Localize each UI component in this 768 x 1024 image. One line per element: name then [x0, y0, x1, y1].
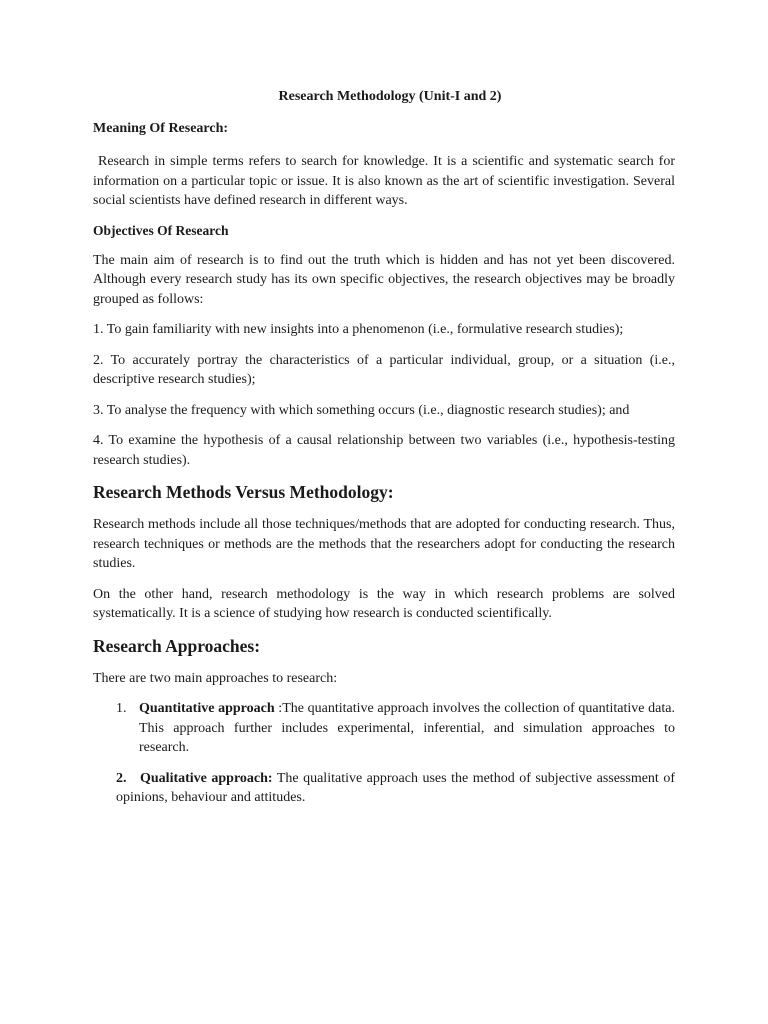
approach-2-text: The qualitative approach uses the method of subjective assessment of opinions, behaviour and attitudes.: [116, 770, 679, 805]
objective-item-3: 3. To analyse the frequency with which something occurs (i.e., diagnostic research studies); and: [93, 402, 630, 418]
meaning-heading: Meaning Of Research:: [93, 121, 229, 136]
document-page: [93, 88, 679, 819]
objective-item-2: 2. To accurately portray the characteristics of a particular individual, group, or a situation (i.e., descriptive research studies);: [93, 352, 675, 387]
approach-item-1: [93, 699, 679, 758]
methods-paragraph-2: On the other hand, research methodology is the way in which research problems are solved systematically. It is a science of studying how research is conducted scientifically.: [93, 586, 675, 621]
objectives-intro: The main aim of research is to find out the truth which is hidden and has not yet been discovered. Although every research study has its own specific objectives, the research objectives may be broadly grouped as follows:: [93, 252, 675, 307]
approach-2-label: Qualitative approach:: [140, 770, 273, 786]
approach-1-number: 1.: [116, 701, 127, 716]
meaning-paragraph: Research in simple terms refers to search for knowledge. It is a scientific and systematic search for information on a particular topic or issue. It is also known as the art of scientific investigation. Several social scientists have defined research in different ways.: [93, 154, 679, 208]
approach-1-body: [139, 699, 679, 758]
approaches-intro: There are two main approaches to research:: [93, 670, 338, 686]
approach-1-label: Quantitative approach: [139, 701, 275, 716]
methods-heading: Research Methods Versus Methodology:: [93, 482, 394, 502]
approach-1-text: :The quantitative approach involves the collection of quantitative data. This approach further includes experimental, inferential, and simulation approaches to research.: [139, 701, 679, 755]
document-title: Research Methodology (Unit-I and 2): [278, 89, 502, 104]
objective-item-1: 1. To gain familiarity with new insights into a phenomenon (i.e., formulative research studies);: [93, 322, 624, 337]
objectives-heading: Objectives Of Research: [93, 222, 229, 238]
methods-paragraph-1: Research methods include all those techniques/methods that are adopted for conducting research. Thus, research techniques or methods are the methods that the researchers adopt for conducting the research studies.: [93, 517, 675, 571]
objective-item-4: 4. To examine the hypothesis of a causal relationship between two variables (i.e., hypothesis-testing research studies).: [93, 433, 675, 468]
approach-2-number: 2.: [116, 770, 127, 786]
approach-item-2: [93, 769, 679, 808]
approaches-heading: Research Approaches:: [93, 635, 261, 656]
